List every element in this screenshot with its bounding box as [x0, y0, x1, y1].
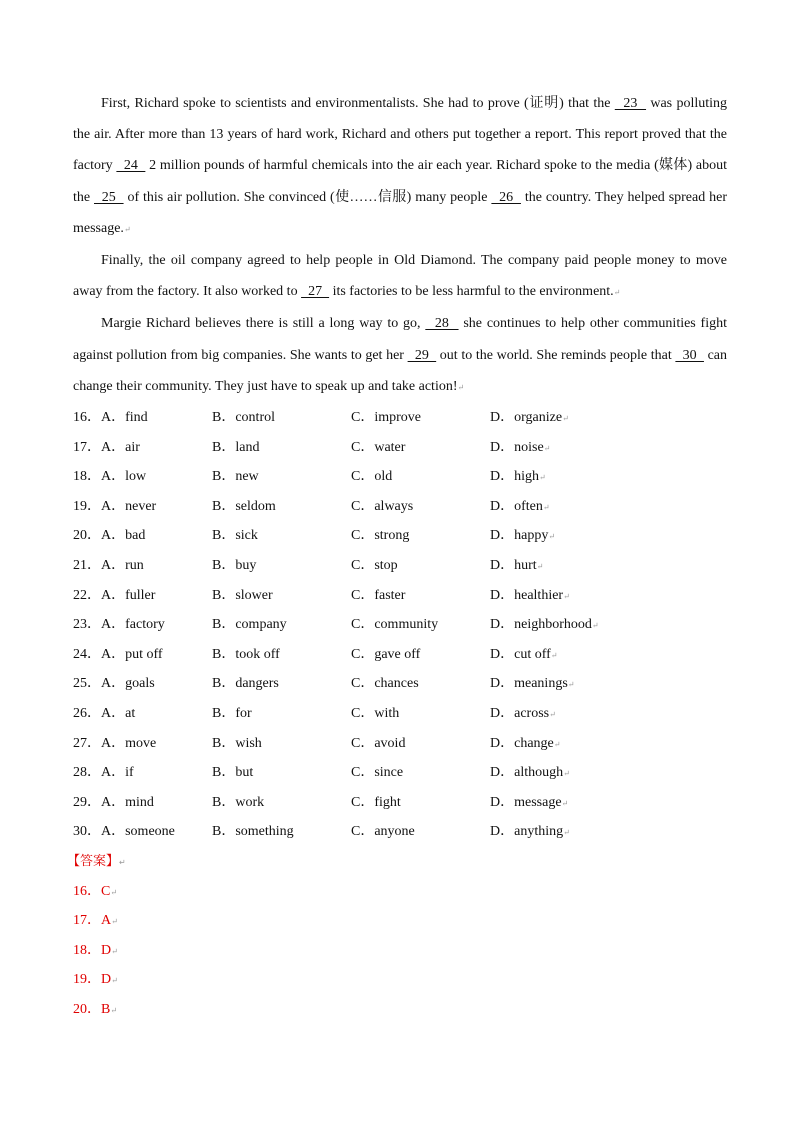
option-c — [351, 492, 490, 522]
option-a — [73, 699, 212, 729]
option-text: B．for — [212, 705, 252, 721]
answer-text: 18．D — [73, 942, 112, 958]
paragraph-mark: ↵ — [536, 562, 544, 571]
option-text: D．organize — [490, 410, 563, 426]
option-d — [490, 699, 690, 729]
option-row-30 — [73, 817, 727, 847]
answer-text: 19．D — [73, 972, 112, 988]
option-row-17 — [73, 433, 727, 463]
option-c — [351, 640, 490, 670]
blank-29: 29 — [407, 347, 437, 363]
option-text: A．move — [101, 735, 157, 751]
option-text: D．although — [490, 765, 564, 781]
option-c — [351, 581, 490, 611]
option-text: C．since — [351, 765, 404, 781]
option-text: C．avoid — [351, 735, 406, 751]
option-d — [490, 433, 690, 463]
answers-title-text: 【答案】 — [67, 853, 120, 869]
option-row-16 — [73, 403, 727, 433]
option-d — [490, 492, 690, 522]
option-text: A．run — [101, 558, 144, 573]
paragraph-mark: ↵ — [110, 887, 118, 897]
option-c — [351, 817, 490, 847]
paragraph-mark: ↵ — [111, 946, 118, 956]
answer-item — [73, 965, 727, 995]
option-text: B．new — [212, 469, 259, 485]
question-number: 26． — [73, 705, 101, 721]
option-d — [490, 462, 690, 492]
paragraph-1 — [73, 88, 727, 245]
option-text: A．at — [101, 705, 136, 721]
option-text: C．improve — [351, 410, 421, 426]
answer-item — [73, 936, 727, 966]
paragraph-mark: ↵ — [119, 857, 126, 867]
question-number: 21． — [73, 558, 101, 573]
paragraph-mark: ↵ — [613, 288, 621, 298]
option-text: C．always — [351, 498, 414, 514]
paragraph-mark: ↵ — [561, 798, 569, 808]
option-b — [212, 492, 351, 522]
option-text: D．neighborhood — [490, 617, 592, 633]
answer-item — [73, 877, 727, 907]
question-number: 29． — [73, 794, 101, 810]
option-text: A．if — [101, 765, 134, 781]
option-text: B．something — [212, 824, 294, 840]
option-b — [212, 581, 351, 611]
question-number: 17． — [73, 439, 101, 455]
option-text: D．change — [490, 735, 554, 751]
option-d — [490, 758, 690, 788]
answers-title — [67, 847, 727, 877]
text-segment: Finally, the oil company agreed to help people in Old Diamond. The company paid people money to move away from the factory. It also worked to — [73, 253, 727, 300]
option-text: B．wish — [212, 735, 262, 751]
option-a — [73, 817, 212, 847]
option-b — [212, 610, 351, 640]
option-a — [73, 551, 212, 581]
text-segment: its factories to be less harmful to the environment. — [329, 284, 614, 300]
option-text: C．chances — [351, 676, 419, 692]
option-text: C．with — [351, 705, 400, 721]
option-d — [490, 817, 690, 847]
option-b — [212, 788, 351, 818]
paragraph-2 — [73, 245, 727, 308]
option-text: A．low — [101, 469, 147, 485]
blank-27: 27 — [301, 284, 330, 300]
option-row-18 — [73, 462, 727, 492]
option-text: C．strong — [351, 528, 410, 544]
text-segment: out to the world. She reminds people that — [436, 347, 676, 363]
option-text: B．seldom — [212, 498, 276, 514]
answer-item — [73, 995, 727, 1025]
option-text: B．sick — [212, 528, 258, 544]
paragraph-3 — [73, 308, 727, 403]
option-text: A．find — [101, 410, 148, 426]
text-segment: she continues to help other communities fight against pollution from big companies. She wants to get her — [73, 316, 728, 363]
option-text: B．slower — [212, 587, 273, 603]
question-number: 18． — [73, 469, 101, 485]
option-text: D．often — [490, 498, 543, 514]
blank-25: 25 — [94, 189, 124, 205]
option-text: A．mind — [101, 794, 154, 810]
option-a — [73, 669, 212, 699]
option-text: B．dangers — [212, 676, 279, 692]
question-number: 25． — [73, 676, 101, 692]
option-row-25 — [73, 669, 727, 699]
option-a — [73, 492, 212, 522]
option-c — [351, 521, 490, 551]
option-text: C．old — [351, 469, 393, 485]
text-segment: the country. They helped spread her message. — [73, 189, 727, 236]
option-c — [351, 699, 490, 729]
option-b — [212, 403, 351, 433]
option-d — [490, 610, 690, 640]
option-a — [73, 758, 212, 788]
option-d — [490, 669, 690, 699]
paragraph-mark: ↵ — [548, 532, 556, 542]
option-d — [490, 581, 690, 611]
question-number: 27． — [73, 735, 101, 751]
option-text: D．happy — [490, 528, 549, 544]
option-text: C．fight — [351, 794, 401, 810]
options-list — [73, 403, 727, 847]
option-text: B．buy — [212, 558, 257, 573]
option-row-24 — [73, 640, 727, 670]
option-b — [212, 817, 351, 847]
option-d — [490, 551, 690, 581]
option-text: D．meanings — [490, 676, 568, 692]
paragraph-mark: ↵ — [110, 1005, 118, 1015]
paragraph-mark: ↵ — [457, 382, 465, 392]
option-text: D．hurt — [490, 558, 537, 573]
paragraph-mark: ↵ — [539, 473, 546, 483]
text-segment: can change their community. They just have to speak up and take action! — [73, 347, 728, 394]
option-text: D．cut off — [490, 646, 551, 662]
option-a — [73, 433, 212, 463]
text-segment: First, Richard spoke to scientists and environmentalists. She had to prove (证明) that the — [101, 96, 615, 111]
answers-list — [73, 877, 727, 1025]
option-row-19 — [73, 492, 727, 522]
blank-28: 28 — [425, 316, 459, 332]
option-c — [351, 669, 490, 699]
option-text: D．anything — [490, 824, 564, 840]
question-number: 24． — [73, 646, 101, 662]
question-number: 16． — [73, 410, 101, 426]
option-c — [351, 758, 490, 788]
option-text: A．goals — [101, 676, 155, 692]
option-d — [490, 403, 690, 433]
answer-text: 16．C — [73, 883, 111, 899]
option-a — [73, 610, 212, 640]
paragraph-mark: ↵ — [553, 739, 561, 749]
option-text: B．company — [212, 617, 287, 633]
option-text: C．water — [351, 439, 406, 455]
paragraph-mark: ↵ — [563, 591, 570, 601]
option-b — [212, 669, 351, 699]
option-text: B．took off — [212, 646, 280, 662]
option-c — [351, 403, 490, 433]
option-text: A．factory — [101, 617, 165, 633]
option-c — [351, 551, 490, 581]
option-b — [212, 758, 351, 788]
option-text: D．high — [490, 469, 539, 485]
question-number: 20． — [73, 528, 101, 544]
option-b — [212, 462, 351, 492]
option-row-26 — [73, 699, 727, 729]
paragraph-mark: ↵ — [123, 224, 131, 234]
text-segment: Margie Richard believes there is still a long way to go, — [101, 316, 426, 332]
option-b — [212, 521, 351, 551]
paragraph-mark: ↵ — [111, 917, 118, 927]
paragraph-mark: ↵ — [111, 976, 118, 986]
option-a — [73, 788, 212, 818]
option-text: B．control — [212, 410, 275, 426]
option-text: A．fuller — [101, 587, 156, 603]
option-row-20 — [73, 521, 727, 551]
option-text: C．faster — [351, 587, 406, 603]
question-number: 19． — [73, 498, 101, 514]
paragraph-mark: ↵ — [543, 443, 551, 453]
option-text: A．put off — [101, 646, 163, 662]
option-c — [351, 729, 490, 759]
option-d — [490, 788, 690, 818]
option-d — [490, 729, 690, 759]
blank-26: 26 — [491, 189, 521, 205]
answer-text: 17．A — [73, 913, 112, 929]
option-row-28 — [73, 758, 727, 788]
option-a — [73, 462, 212, 492]
paragraph-mark: ↵ — [591, 621, 599, 631]
option-text: A．air — [101, 439, 140, 455]
question-number: 22． — [73, 587, 101, 603]
blank-24: 24 — [116, 158, 146, 174]
blank-23: 23 — [614, 96, 647, 111]
document-page — [67, 88, 728, 1025]
option-a — [73, 729, 212, 759]
option-a — [73, 581, 212, 611]
option-b — [212, 699, 351, 729]
option-text: D．across — [490, 705, 550, 721]
option-text: B．but — [212, 765, 254, 781]
answer-item — [73, 906, 727, 936]
option-text: C．gave off — [351, 646, 421, 662]
option-text: C．stop — [351, 558, 398, 573]
option-text: B．work — [212, 794, 265, 810]
paragraph-mark: ↵ — [542, 502, 550, 512]
paragraph-mark: ↵ — [563, 769, 570, 779]
option-row-23 — [73, 610, 727, 640]
text-segment: 2 million pounds of harmful chemicals into the air each year. Richard spoke to the media (媒体) about the — [73, 158, 727, 205]
paragraph-mark: ↵ — [563, 828, 570, 838]
option-b — [212, 551, 351, 581]
question-number: 30． — [73, 824, 101, 840]
option-c — [351, 462, 490, 492]
option-a — [73, 640, 212, 670]
option-text: D．noise — [490, 439, 544, 455]
paragraph-mark: ↵ — [550, 650, 558, 660]
option-a — [73, 521, 212, 551]
option-d — [490, 521, 690, 551]
option-row-29 — [73, 788, 727, 818]
answer-text: 20．B — [73, 1001, 111, 1017]
option-d — [490, 640, 690, 670]
option-b — [212, 729, 351, 759]
option-text: A．bad — [101, 528, 146, 544]
option-c — [351, 610, 490, 640]
option-c — [351, 788, 490, 818]
paragraph-mark: ↵ — [562, 414, 569, 424]
question-number: 23． — [73, 617, 101, 633]
blank-30: 30 — [675, 347, 704, 363]
option-b — [212, 433, 351, 463]
text-segment: of this air pollution. She convinced (使……信服) many people — [123, 189, 492, 205]
option-row-21 — [73, 551, 727, 581]
option-text: A．never — [101, 498, 157, 514]
option-text: D．healthier — [490, 587, 564, 603]
option-b — [212, 640, 351, 670]
option-text: C．anyone — [351, 824, 415, 840]
option-c — [351, 433, 490, 463]
option-row-27 — [73, 729, 727, 759]
text-segment: was polluting the air. After more than 13 years of hard work, Richard and others put together a report. This report proved that the factory — [73, 96, 727, 174]
question-number: 28． — [73, 765, 101, 781]
option-a — [73, 403, 212, 433]
option-row-22 — [73, 581, 727, 611]
option-text: B．land — [212, 439, 260, 455]
option-text: C．community — [351, 617, 439, 633]
option-text: D．message — [490, 794, 562, 810]
option-text: A．someone — [101, 824, 175, 840]
paragraph-mark: ↵ — [567, 680, 575, 690]
paragraph-mark: ↵ — [549, 709, 556, 719]
